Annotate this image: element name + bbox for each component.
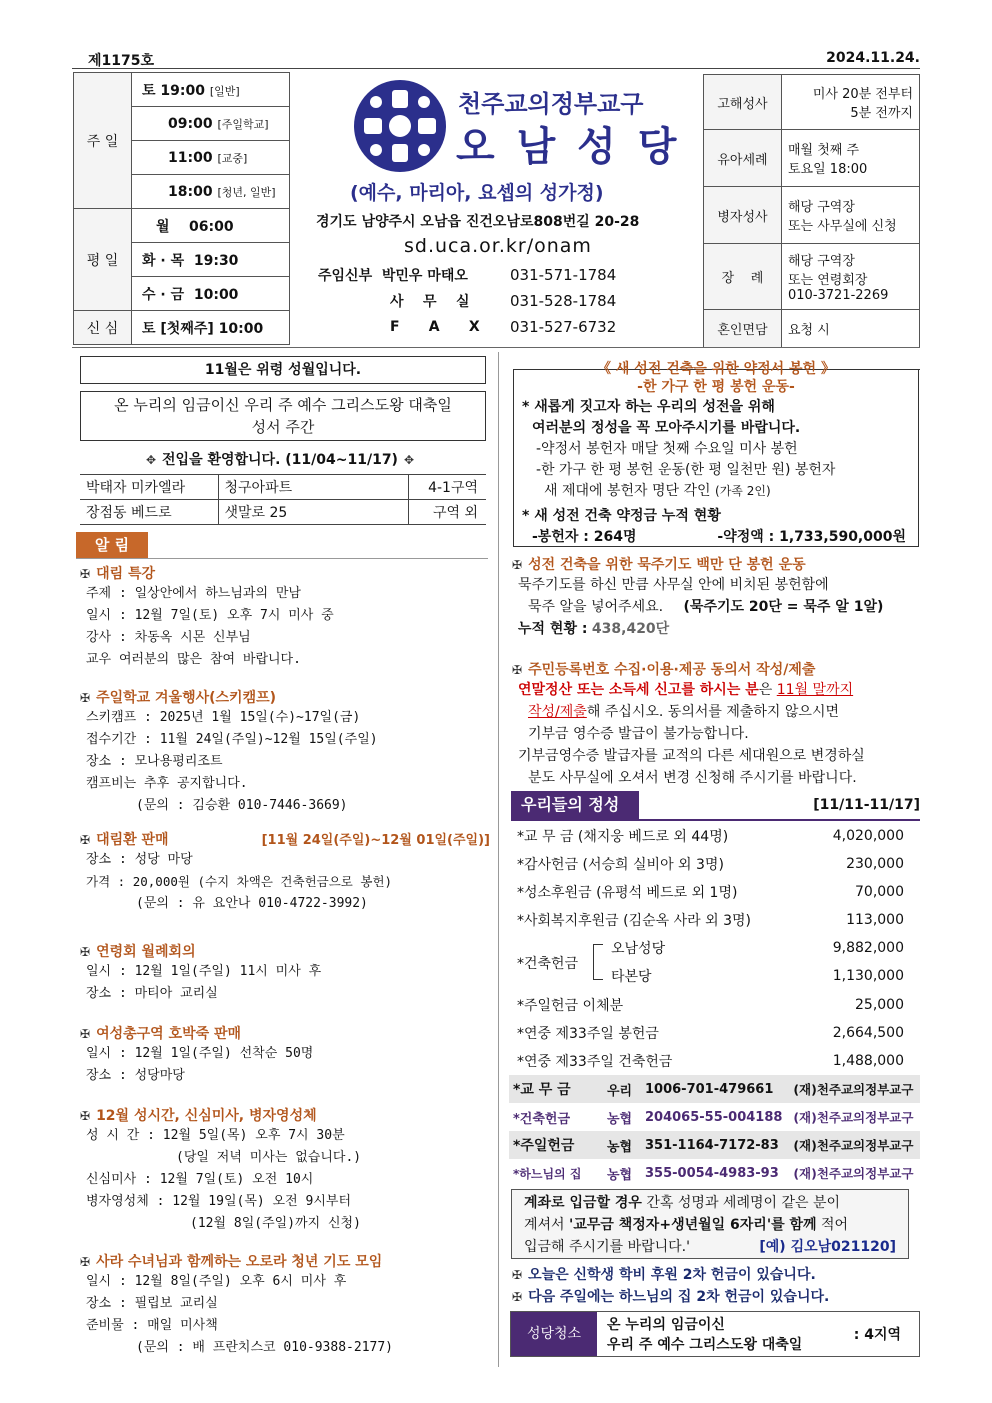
account-table xyxy=(509,1075,920,1187)
sinsim-label: 신 심 xyxy=(74,311,132,345)
list-item: 누적 현황 : 438,420단 xyxy=(518,621,670,637)
cross-icon: ✠ xyxy=(80,833,91,847)
cross-icon: ✠ xyxy=(80,567,91,581)
building-fund-value: 1,130,000 xyxy=(832,968,904,984)
pledge-line: -봉헌자 : 264명 -약정액 : 1,733,590,000원 xyxy=(532,529,906,545)
notice-wreath-sale: ✠ 대림환 판매 [11월 24일(주일)~12월 01일(주일)] 장소 : 성당 마당 가격 : 20,000원 (수지 차액은 건축헌금으로 봉헌) (문의 : 유 요안나 010-4722-3992) xyxy=(80,829,490,941)
list-item: 분도 사무실에 오셔서 변경 신청해 주시기를 바랍니다. xyxy=(528,770,857,786)
sacrament-label: 장 례 xyxy=(704,244,782,310)
pledge-line: * 새롭게 짓고자 하는 우리의 성전을 위해 xyxy=(522,399,775,415)
list-item: 묵주기도를 하신 만큼 사무실 안에 비치된 봉헌함에 xyxy=(518,577,829,593)
notices-header: 알 림 xyxy=(76,532,148,558)
table-row: 박태자 미카엘라 청구아파트 4-1구역 xyxy=(80,475,486,500)
list-item: 병자영성체 : 12월 19일(목) 오전 9시부터 xyxy=(86,1194,352,1209)
table-row: *주일헌금 이체분 25,000 xyxy=(517,997,904,1014)
cross-icon: ✠ xyxy=(80,691,91,705)
list-item: 교우 여러분의 많은 참여 바랍니다. xyxy=(86,652,301,667)
notice-advent-lecture: ✠ 대림 특강 주제 : 일상안에서 하느님과의 만남 일시 : 12월 7일(토) 오후 7시 미사 중 강사 : 차동옥 시몬 신부님 교우 여러분의 많은 참여 바랍니다. xyxy=(80,563,490,687)
feast-notice: 온 누리의 임금이신 우리 주 예수 그리스도왕 대축일 성서 주간 xyxy=(80,391,486,441)
pledge-line: 새 제대에 봉헌자 명단 각인 (가족 2인) xyxy=(544,483,771,499)
list-item-note: (12월 8일(주일)까지 신청) xyxy=(190,1216,361,1231)
contact-info: (문의 : 김승환 010-7446-3669) xyxy=(136,798,348,813)
sunday-label: 주 일 xyxy=(74,73,132,209)
table-row: *감사헌금 (서승희 실비아 외 3명) 230,000 xyxy=(517,856,904,873)
weekday-mass-1: 월 06:00 xyxy=(132,209,290,243)
cross-icon: ✠ xyxy=(80,945,91,959)
diocese-name: 천주교의정부교구 xyxy=(458,90,644,118)
cross-icon: ✠ xyxy=(512,663,523,677)
pledge-subtitle: -한 가구 한 평 봉헌 운동- xyxy=(637,379,795,395)
list-item: 주제 : 일상안에서 하느님과의 만남 xyxy=(86,586,301,601)
parish-logo xyxy=(352,78,448,174)
list-item: 성 시 간 : 12월 5일(목) 오후 7시 30분 xyxy=(86,1128,345,1143)
list-item: 일시 : 12월 1일(주일) 11시 미사 후 xyxy=(86,964,322,979)
notices-rule xyxy=(76,558,488,559)
sacrament-value: 매월 첫째 주 토요일 18:00 xyxy=(782,130,920,187)
table-row: *연중 제33주일 봉헌금 2,664,500 xyxy=(517,1025,904,1042)
pledge-line: 여러분의 정성을 꼭 모아주시기를 바랍니다. xyxy=(532,420,801,436)
list-item: 스키캠프 : 2025년 1월 15일(수)~17일(금) xyxy=(86,710,361,725)
sunday-mass-4: 18:00 [청년, 일반] xyxy=(132,175,290,209)
list-item: 강사 : 차동옥 시몬 신부님 xyxy=(86,630,251,645)
transfer-note: 계좌로 입금할 경우 간혹 성명과 세례명이 같은 분이 계셔서 '교무금 책정자+생년월일 6자리'를 함께 적어 입금해 주시기를 바랍니다.' [예) 김오남021120] xyxy=(511,1189,909,1259)
parish-patron: (예수, 마리아, 요셉의 성가정) xyxy=(350,182,604,204)
table-row: *성소후원금 (유평석 베드로 외 1명) 70,000 xyxy=(517,884,904,901)
offerings-rule xyxy=(511,819,920,821)
cleaning-line: 온 누리의 임금이신 xyxy=(607,1317,725,1333)
account-row: *주일헌금 농협 351-1164-7172-83 (재)천주교의정부교구 xyxy=(509,1131,920,1159)
notice-december-masses: ✠ 12월 성시간, 신심미사, 병자영성체 성 시 간 : 12월 5일(목) 오후 7시 30분 (당일 저녁 미사는 없습니다.) 신심미사 : 12월 7일(토) 오전 10시 병자영성체 : 12월 19일(목) 오전 9시부터 (12월 8일(주일)까지 신청) xyxy=(80,1105,490,1251)
bottom-note: ✠ 오늘은 신학생 학비 후원 2차 헌금이 있습니다. xyxy=(512,1267,816,1283)
contact-fax: F A X 031-527-6732 xyxy=(390,318,617,336)
sinsim-mass: 토 [첫째주] 10:00 xyxy=(132,311,290,345)
sacrament-label: 혼인면담 xyxy=(704,310,782,348)
list-item: 가격 : 20,000원 (수지 차액은 건축헌금으로 봉헌) xyxy=(86,874,393,889)
weekday-mass-2: 화 · 목 19:30 xyxy=(132,243,290,277)
header-rule xyxy=(72,68,920,69)
offerings-period: [11/11-11/17] xyxy=(813,797,920,813)
parish-name: 오 남 성 당 xyxy=(456,124,681,170)
list-item: 기부금영수증 발급자를 교적의 다른 세대원으로 변경하실 xyxy=(518,748,865,764)
list-item: 장소 : 모나용평리조트 xyxy=(86,754,223,769)
list-item-note: (당일 저녁 미사는 없습니다.) xyxy=(176,1150,362,1165)
account-row: *하느님의 집 농협 355-0054-4983-93 (재)천주교의정부교구 xyxy=(513,1165,914,1183)
notice-memorial-meeting: ✠ 연령회 월례회의 일시 : 12월 1일(주일) 11시 미사 후 장소 : 마티아 교리실 xyxy=(80,941,490,1023)
list-item: 신심미사 : 12월 7일(토) 오전 10시 xyxy=(86,1172,314,1187)
cross-icon: ✠ xyxy=(512,1268,523,1282)
consent-section: ✠ 주민등록번호 수집·이용·제공 동의서 작성/제출 연말정산 또는 소득세 신고를 하시는 분은 11월 말까지 작성/제출해 주십시오. 동의서를 제출하지 않으시면 기부금 영수증 발급이 불가능합니다. 기부금영수증 발급자를 교적의 다른 세대원으로 변경하실 분도 사무실에 오셔서 변경 신청해 주시기를 바랍니다. xyxy=(512,659,924,789)
sacrament-value: 해당 구역장 또는 사무실에 신청 xyxy=(782,187,920,244)
list-item: 일시 : 12월 8일(주일) 오후 6시 미사 후 xyxy=(86,1274,347,1289)
issue-number: 제1175호 xyxy=(88,53,155,69)
bracket xyxy=(593,944,603,980)
offerings-table xyxy=(513,822,908,934)
column-divider xyxy=(498,352,499,1367)
cross-icon: ✠ xyxy=(80,1027,91,1041)
building-fund-label: *건축헌금 xyxy=(517,956,579,972)
weekday-mass-3: 수 · 금 10:00 xyxy=(132,277,290,311)
account-row: *교 무 금 우리 1006-701-479661 (재)천주교의정부교구 xyxy=(509,1075,920,1103)
sacrament-label: 유아세례 xyxy=(704,130,782,187)
building-fund-value: 9,882,000 xyxy=(832,940,904,956)
offerings-table-2 xyxy=(513,991,908,1075)
parish-website[interactable]: sd.uca.or.kr/onam xyxy=(404,235,592,257)
cleaning-label: 성당청소 xyxy=(511,1312,597,1356)
list-item: 접수기간 : 11월 24일(주일)~12월 15일(주일) xyxy=(86,732,378,747)
sacrament-value: 요청 시 xyxy=(782,310,920,348)
building-fund xyxy=(517,936,908,992)
content-rule xyxy=(72,347,920,348)
welcome-table xyxy=(80,474,486,525)
bottom-note: ✠ 다음 주일에는 하느님의 집 2차 헌금이 있습니다. xyxy=(512,1289,830,1305)
cleaning-line: 우리 주 예수 그리스도왕 대축일 xyxy=(607,1337,803,1353)
offerings-header: 우리들의 정성 xyxy=(511,791,639,819)
list-item: 묵주 알을 넣어주세요. (묵주기도 20단 = 묵주 알 1알) xyxy=(528,599,884,615)
notice-youth-prayer: ✠ 사라 수녀님과 함께하는 오로라 청년 기도 모임 일시 : 12월 8일(주일) 오후 6시 미사 후 장소 : 필립보 교리실 준비물 : 매일 미사책 (문의 : 배 프란치스코 010-9388-2177) xyxy=(80,1251,490,1381)
list-item: 연말정산 또는 소득세 신고를 하시는 분은 11월 말까지 xyxy=(518,682,854,698)
sacrament-table xyxy=(703,74,920,348)
table-row: *교 무 금 (채지웅 베드로 외 44명) 4,020,000 xyxy=(517,828,904,845)
building-fund-item: 오남성당 xyxy=(611,941,666,957)
sacrament-label: 고해성사 xyxy=(704,75,782,130)
notices-list xyxy=(80,563,490,1381)
account-row: *건축헌금 농협 204065-55-004188 (재)천주교의정부교구 xyxy=(513,1109,914,1127)
diamond-icon: ✥ xyxy=(145,453,157,467)
parish-address: 경기도 남양주시 오남읍 진건오남로808번길 20-28 xyxy=(316,214,640,230)
month-notice: 11월은 위령 성월입니다. xyxy=(80,356,486,384)
pledge-line: -약정서 봉헌자 매달 첫째 수요일 미사 봉헌 xyxy=(536,441,798,457)
contact-list xyxy=(318,262,678,340)
table-row: 장점동 베드로 샛말로 25 구역 외 xyxy=(80,500,486,525)
cleaning-zone: : 4지역 xyxy=(853,1327,901,1343)
building-fund-item: 타본당 xyxy=(611,969,652,985)
welcome-title: ✥ 전입을 환영합니다. (11/04~11/17) ✥ xyxy=(145,452,415,468)
notice-pumpkin-sale: ✠ 여성총구역 호박죽 판매 일시 : 12월 1일(주일) 선착순 50명 장소 : 성당마당 xyxy=(80,1023,490,1105)
sunday-mass-1: 토 19:00 [일반] xyxy=(132,73,290,107)
cross-icon: ✠ xyxy=(80,1255,91,1269)
cross-icon: ✠ xyxy=(512,558,523,572)
sacrament-value: 해당 구역장 또는 연령회장 010-3721-2269 xyxy=(782,244,920,310)
list-item: 준비물 : 매일 미사책 xyxy=(86,1318,218,1333)
list-item: 일시 : 12월 7일(토) 오후 7시 미사 중 xyxy=(86,608,334,623)
contact-info: (문의 : 유 요안나 010-4722-3992) xyxy=(136,896,368,911)
pledge-line: -한 가구 한 평 봉헌 운동(한 평 일천만 원) 봉헌자 xyxy=(536,462,836,478)
list-item: 장소 : 성당 마당 xyxy=(86,852,193,867)
pledge-title: 《 새 성전 건축을 위한 약정서 봉헌 》 xyxy=(597,361,835,377)
mass-schedule xyxy=(73,72,290,345)
list-item: 캠프비는 추후 공지합니다. xyxy=(86,776,248,791)
sunday-mass-2: 09:00 [주일학교] xyxy=(132,107,290,141)
sacrament-label: 병자성사 xyxy=(704,187,782,244)
diamond-icon: ✥ xyxy=(403,453,415,467)
cross-icon: ✠ xyxy=(80,1109,91,1123)
list-item: 장소 : 필립보 교리실 xyxy=(86,1296,218,1311)
pledge-line: * 새 성전 건축 약정금 누적 현황 xyxy=(522,508,721,524)
issue-date: 2024.11.24. xyxy=(826,50,920,66)
rosary-section: ✠ 성전 건축을 위한 묵주기도 백만 단 봉헌 운동 묵주기도를 하신 만큼 사무실 안에 비치된 봉헌함에 묵주 알을 넣어주세요. (묵주기도 20단 = 묵주 알 1알) 누적 현황 : 438,420단 xyxy=(512,554,924,640)
list-item: 작성/제출해 주십시오. 동의서를 제출하지 않으시면 xyxy=(528,704,839,720)
sacrament-value: 미사 20분 전부터 5분 전까지 xyxy=(782,75,920,130)
contact-office: 사 무 실 031-528-1784 xyxy=(390,292,617,310)
sunday-mass-3: 11:00 [교중] xyxy=(132,141,290,175)
pledge-body xyxy=(520,397,916,548)
table-row: *연중 제33주일 건축헌금 1,488,000 xyxy=(517,1053,904,1070)
list-item: 기부금 영수증 발급이 불가능합니다. xyxy=(528,726,749,742)
table-row: *사회복지후원금 (김순옥 사라 외 3명) 113,000 xyxy=(517,912,904,929)
weekday-label: 평 일 xyxy=(74,209,132,311)
list-item: 일시 : 12월 1일(주일) 선착순 50명 xyxy=(86,1046,314,1061)
list-item: 장소 : 마티아 교리실 xyxy=(86,986,218,1001)
cross-icon: ✠ xyxy=(512,1290,523,1304)
cleaning-box xyxy=(510,1311,920,1357)
list-item: 장소 : 성당마당 xyxy=(86,1068,185,1083)
contact-pastor: 주임신부 박민우 마태오 031-571-1784 xyxy=(318,266,617,284)
contact-info: (문의 : 배 프란치스코 010-9388-2177) xyxy=(136,1340,393,1355)
notice-ski-camp: ✠ 주일학교 겨울행사(스키캠프) 스키캠프 : 2025년 1월 15일(수)~17일(금) 접수기간 : 11월 24일(주일)~12월 15일(주일) 장소 : 모나용평리조트 캠프비는 추후 공지합니다. (문의 : 김승환 010-7446-3669) xyxy=(80,687,490,829)
bottom-notes xyxy=(512,1264,922,1308)
